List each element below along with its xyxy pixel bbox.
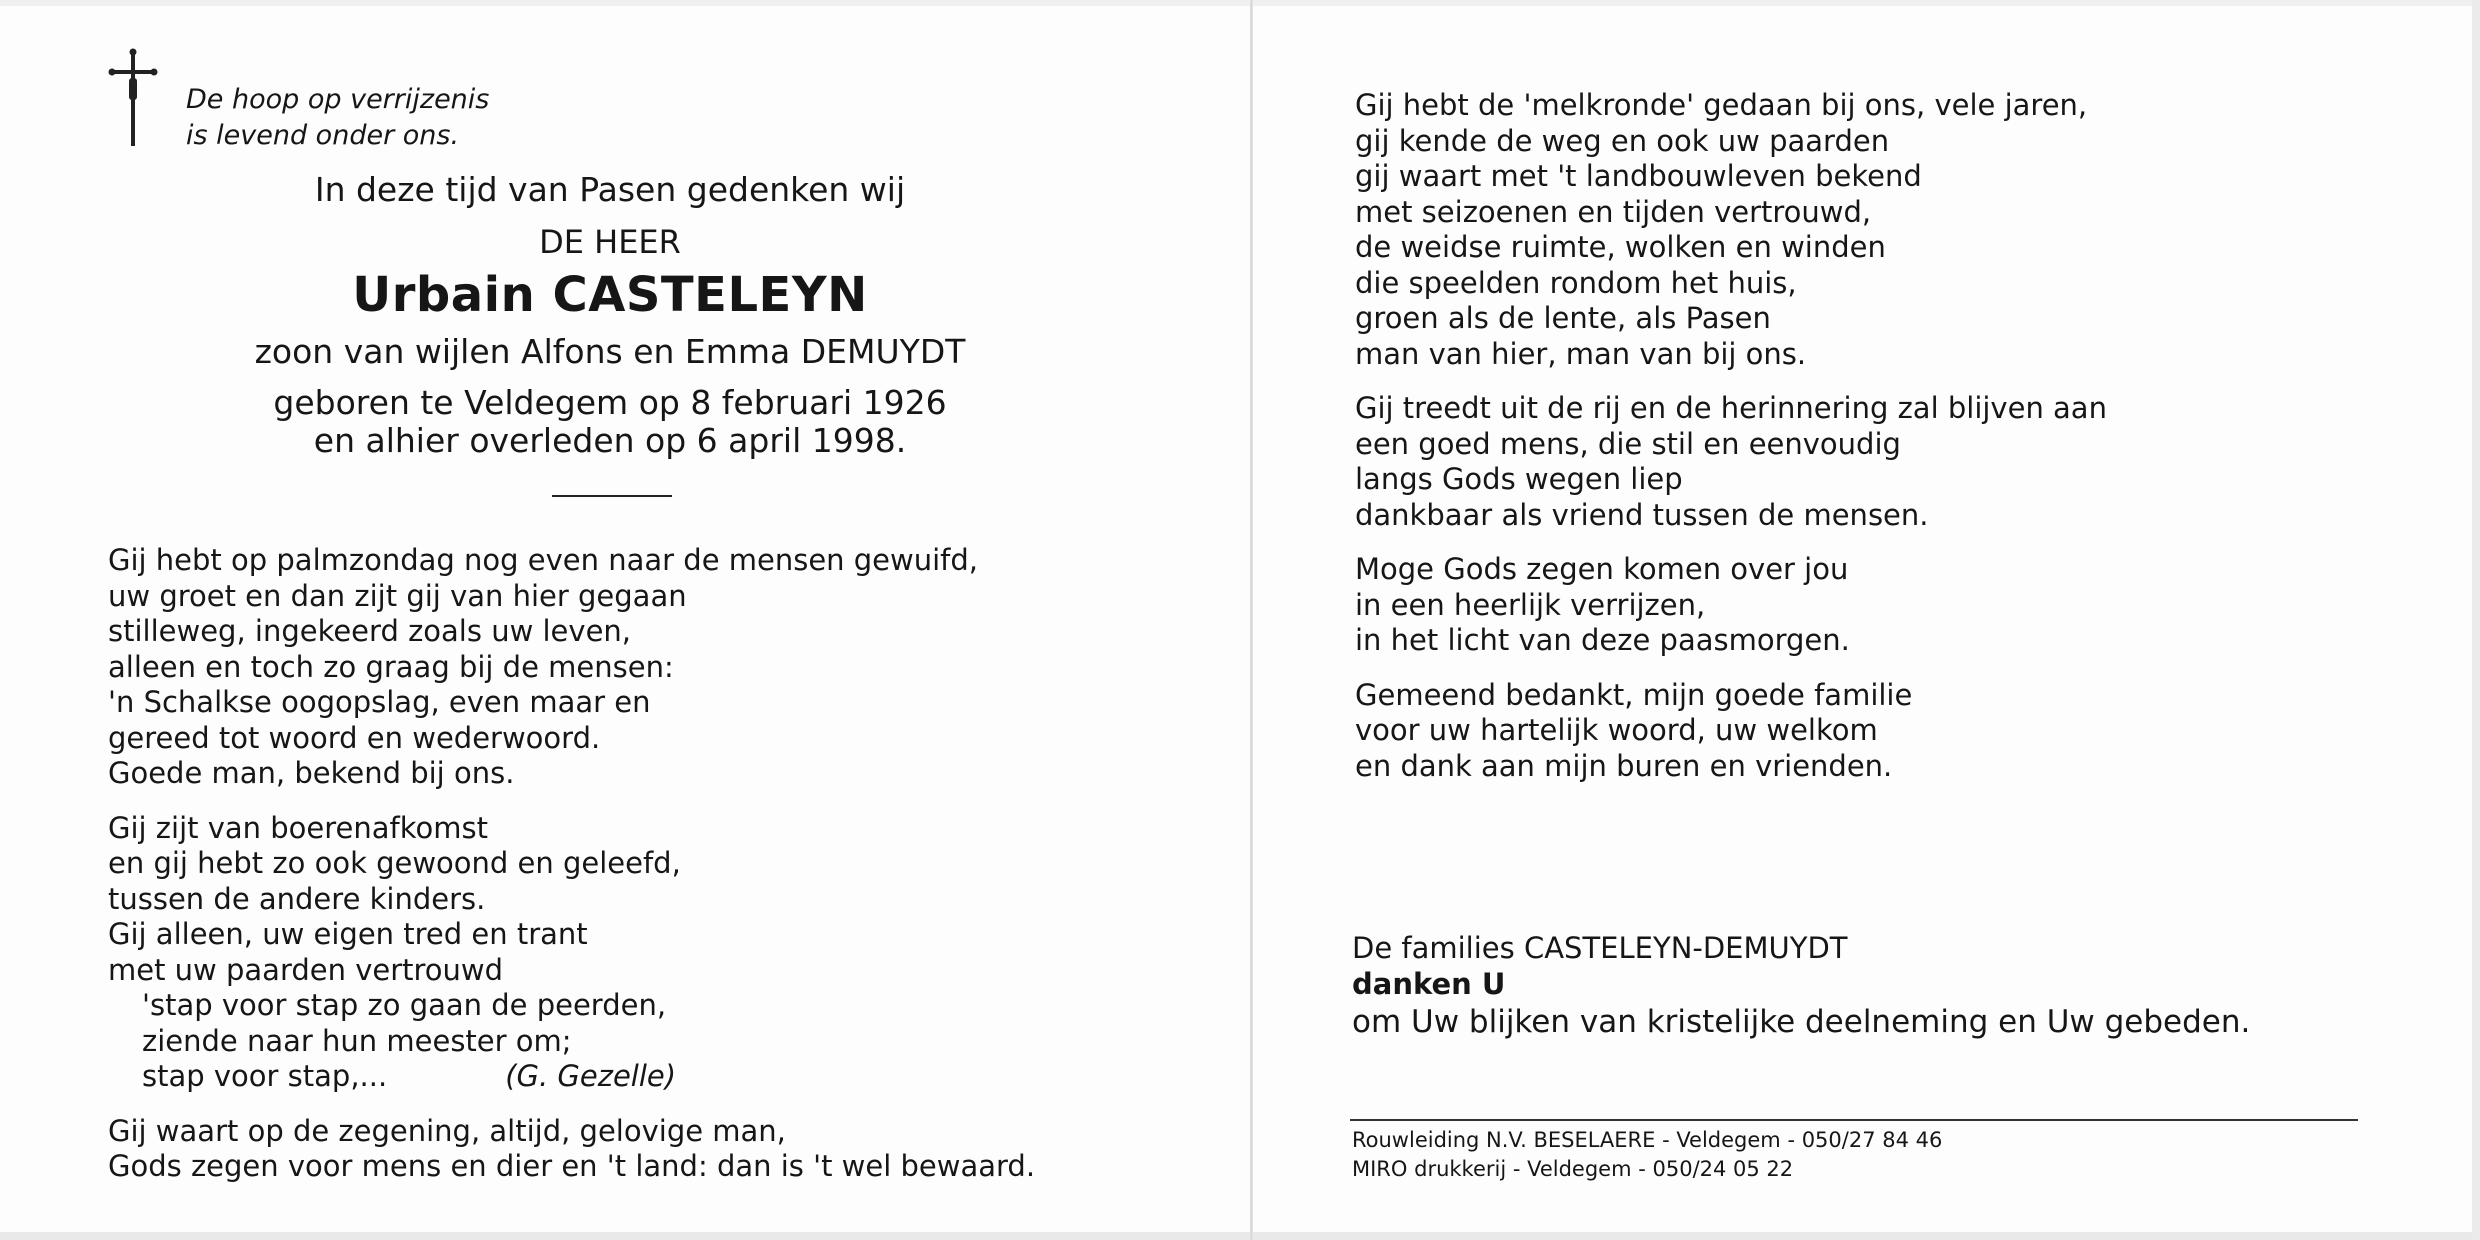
poem-line: de weidse ruimte, wolken en winden [1355,230,1886,264]
poem-line: Gij hebt op palmzondag nog even naar de mensen gewuifd, [108,543,979,577]
motto-line: De hoop op verrijzenis [186,84,490,115]
poem-line: Gij treedt uit de rij en de herinnering zal blijven aan [1355,391,2107,425]
poem-line: Gij zijt van boerenafkomst [108,810,488,845]
paper-edge-bottom [0,1232,2480,1240]
poem-line: uw groet en dan zijt gij van hier gegaan [108,578,687,613]
poem-stanza [1355,552,2107,659]
quote-line: 'stap voor stap zo gaan de peerden, [142,988,667,1022]
poem-stanza [108,543,1035,792]
poem-line: Gij hebt de 'melkronde' gedaan bij ons, vele jaren, [1355,88,2088,122]
motto [186,82,489,154]
quote-line: stap voor stap,... [142,1059,388,1093]
poem-line: Gij alleen, uw eigen tred en trant [108,917,588,951]
poem-line: tussen de andere kinders. [108,881,486,916]
poem-line: in een heerlijk verrijzen, [1355,587,1706,622]
poem-line: dankbaar als vriend tussen de mensen. [1355,497,1929,532]
title-line: DE HEER [539,223,681,261]
poem-line: met uw paarden vertrouwd [108,952,504,987]
deceased-name: Urbain CASTELEYN [352,267,868,323]
poem-line: Gemeend bedankt, mijn goede familie [1355,677,1913,712]
paper-edge-right [2472,0,2480,1240]
poem-line: Moge Gods zegen komen over jou [1355,552,1849,586]
funeral-director-line: Rouwleiding N.V. BESELAERE - Veldegem - 050/27 84 46 [1352,1128,1943,1152]
poem-line: groen als de lente, als Pasen [1355,301,1771,335]
quote-line-with-author [108,1059,1035,1095]
poem-stanza [1355,678,2107,785]
motto-line: is levend onder ons. [186,120,460,151]
poem-line: gij waart met 't landbouwleven bekend [1355,159,1922,193]
right-poem [1355,88,2107,803]
poem-line: die speelden rondom het huis, [1355,265,1797,300]
poem-line: in het licht van deze paasmorgen. [1355,623,1850,657]
obituary-heading [200,168,1020,460]
left-poem [108,543,1035,1204]
poem-line: en gij hebt zo ook gewoond en geleefd, [108,846,681,880]
poem-stanza [1355,88,2107,372]
poem-line: met seizoenen en tijden vertrouwd, [1355,194,1872,229]
poem-stanza [108,1114,1035,1185]
intro-line: In deze tijd van Pasen gedenken wij [314,170,906,209]
footer [1352,1126,1942,1184]
poem-line: gij kende de weg en ook uw paarden [1355,123,1890,158]
poem-stanza [1355,391,2107,533]
divider [552,495,672,497]
birth-line: geboren te Veldegem op 8 februari 1926 [273,383,947,422]
paper-edge-top [0,0,2480,6]
poem-line: een goed mens, die stil en eenvoudig [1355,426,1901,461]
poem-line: stilleweg, ingekeerd zoals uw leven, [108,614,632,648]
poem-line: gereed tot woord en wederwoord. [108,720,601,755]
cross-icon [108,48,158,148]
thanks-message: om Uw blijken van kristelijke deelneming en Uw gebeden. [1352,1004,2251,1040]
thanks-line: danken U [1352,967,1506,1001]
printer-line: MIRO drukkerij - Veldegem - 050/24 05 22 [1352,1157,1794,1181]
footer-divider [1350,1119,2358,1121]
death-line: en alhier overleden op 6 april 1998. [313,421,907,460]
poem-line: man van hier, man van bij ons. [1355,336,1807,371]
poem-line: Gods zegen voor mens en dier en 't land: dan is 't wel bewaard. [108,1149,1036,1183]
poem-line: langs Gods wegen liep [1355,462,1683,496]
poem-line: en dank aan mijn buren en vrienden. [1355,748,1893,783]
families-line: De families CASTELEYN-DEMUYDT [1352,931,1848,965]
quote-author: (G. Gezelle) [505,1059,677,1093]
center-fold [1250,0,1253,1240]
poem-line: alleen en toch zo graag bij de mensen: [108,649,674,684]
poem-line: Gij waart op de zegening, altijd, gelovige man, [108,1113,786,1148]
parents-line: zoon van wijlen Alfons en Emma DEMUYDT [254,332,966,371]
poem-line: 'n Schalkse oogopslag, even maar en [108,685,651,719]
family-thanks [1352,930,2250,1042]
poem-stanza [108,811,1035,1095]
quote-line: ziende naar hun meester om; [142,1023,572,1058]
poem-line: Goede man, bekend bij ons. [108,756,515,790]
poem-line: voor uw hartelijk woord, uw welkom [1355,713,1878,747]
